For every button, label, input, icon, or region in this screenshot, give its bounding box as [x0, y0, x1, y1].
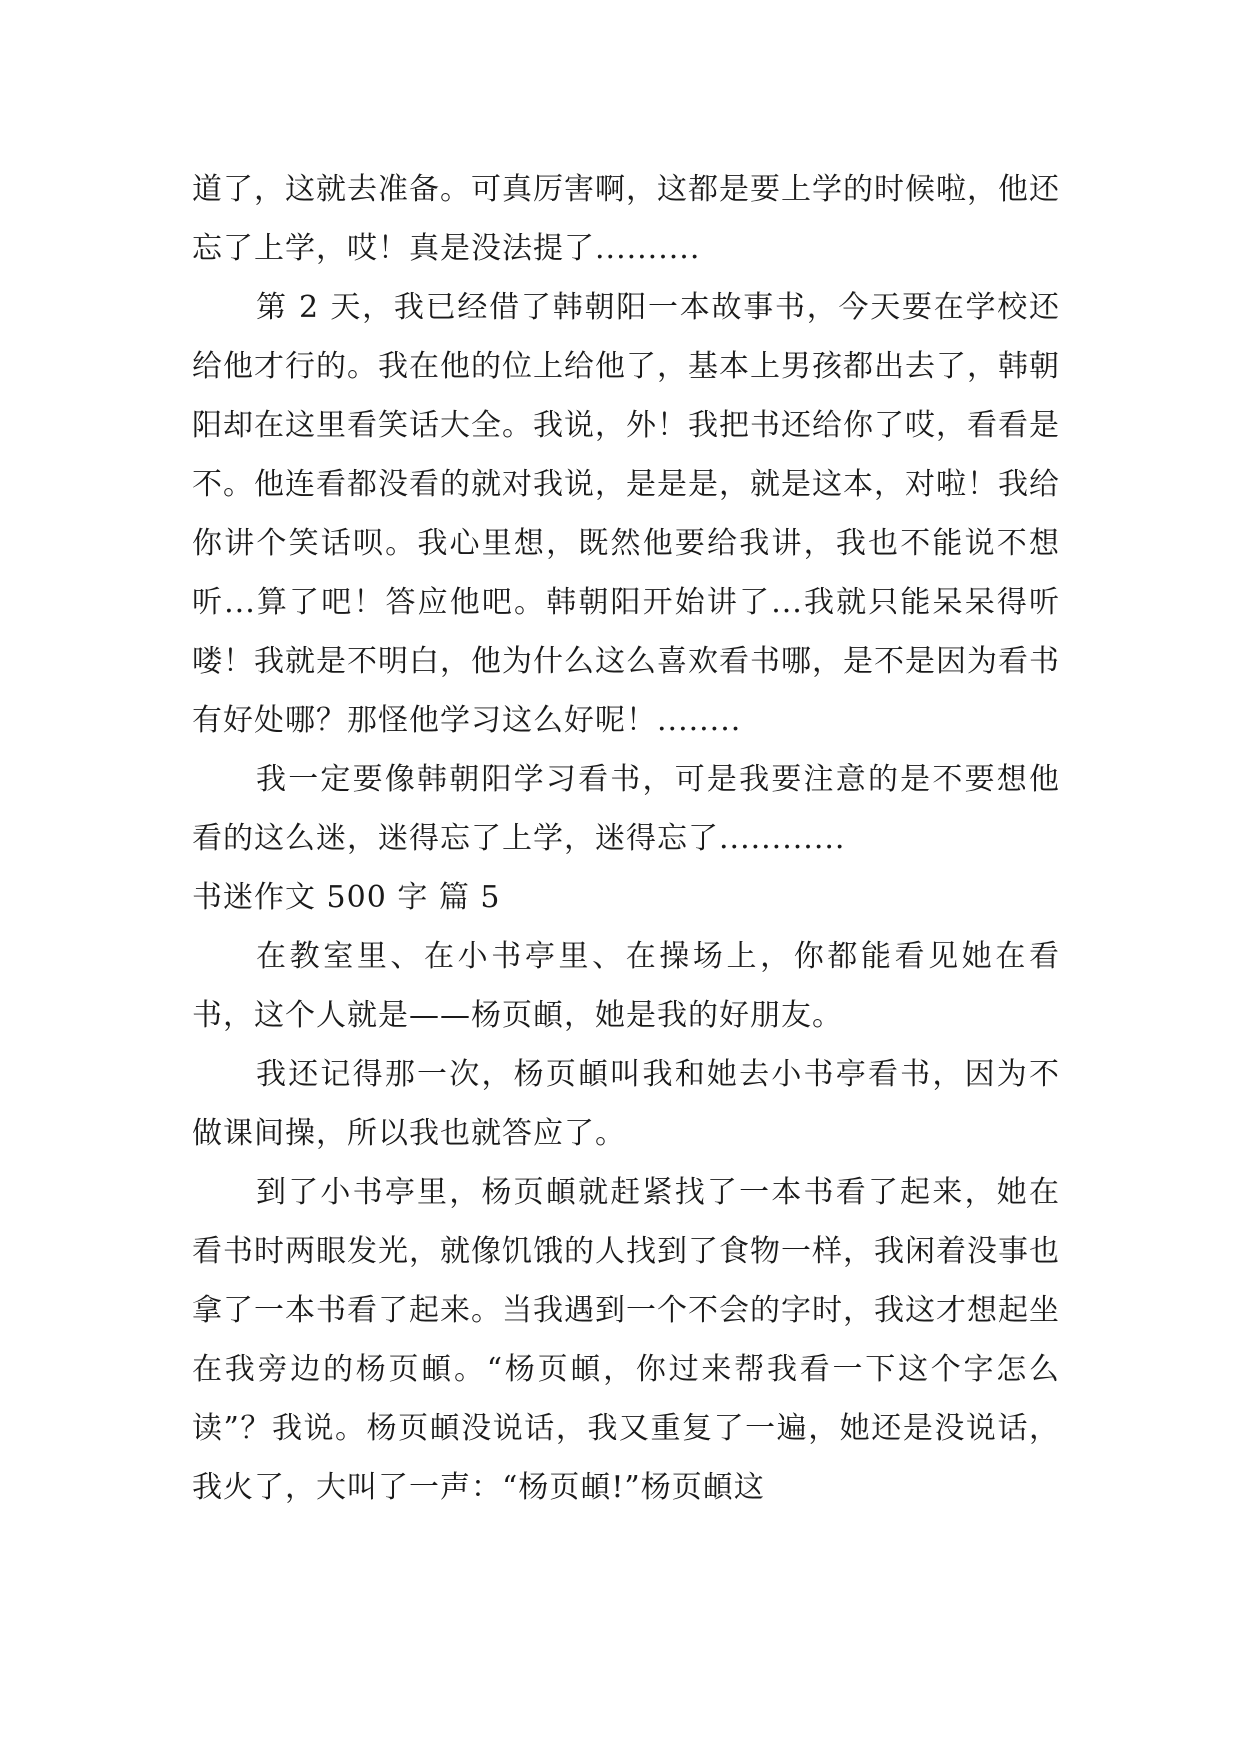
paragraph-day-two: 第 2 天，我已经借了韩朝阳一本故事书，今天要在学校还给他才行的。我在他的位上给他了，基本上男孩都出去了，韩朝阳却在这里看笑话大全。我说，外！我把书还给你了哎，看看是不。他连看都没看的就对我说，是是是，就是这本，对啦！我给你讲个笑话呗。我心里想，既然他要给我讲，我也不能说不想听...算了吧！答应他吧。韩朝阳开始讲了...我就只能呆呆得听喽！我就是不明白，他为什么这么喜欢看书哪，是不是因为看书有好处哪？那怪他学习这么好呢！........ — [192, 290, 1060, 738]
paragraph-conclusion: 我一定要像韩朝阳学习看书，可是我要注意的是不要想他看的这么迷，迷得忘了上学，迷得忘了............ — [192, 762, 1060, 856]
paragraph-memory: 我还记得那一次，杨页頔叫我和她去小书亭看书，因为不做课间操，所以我也就答应了。 — [192, 1057, 1060, 1151]
paragraph-book-pavilion: 到了小书亭里，杨页頔就赶紧找了一本书看了起来，她在看书时两眼发光，就像饥饿的人找到了食物一样，我闲着没事也拿了一本书看了起来。当我遇到一个不会的字时，我这才想起坐在我旁边的杨页頔。“杨页頔，你过来帮我看一下这个字怎么读”？我说。杨页頔没说话，我又重复了一遍，她还是没说话，我火了，大叫了一声：“杨页頔!”杨页頔这 — [192, 1175, 1060, 1505]
paragraph-continuation: 道了，这就去准备。可真厉害啊，这都是要上学的时候啦，他还忘了上学，哎！真是没法提了.......... — [192, 172, 1060, 266]
section-heading: 书迷作文 500 字 篇 5 — [192, 880, 501, 915]
paragraph-intro-friend: 在教室里、在小书亭里、在操场上，你都能看见她在看书，这个人就是——杨页頔，她是我的好朋友。 — [192, 939, 1060, 1033]
document-body — [192, 160, 1060, 1517]
